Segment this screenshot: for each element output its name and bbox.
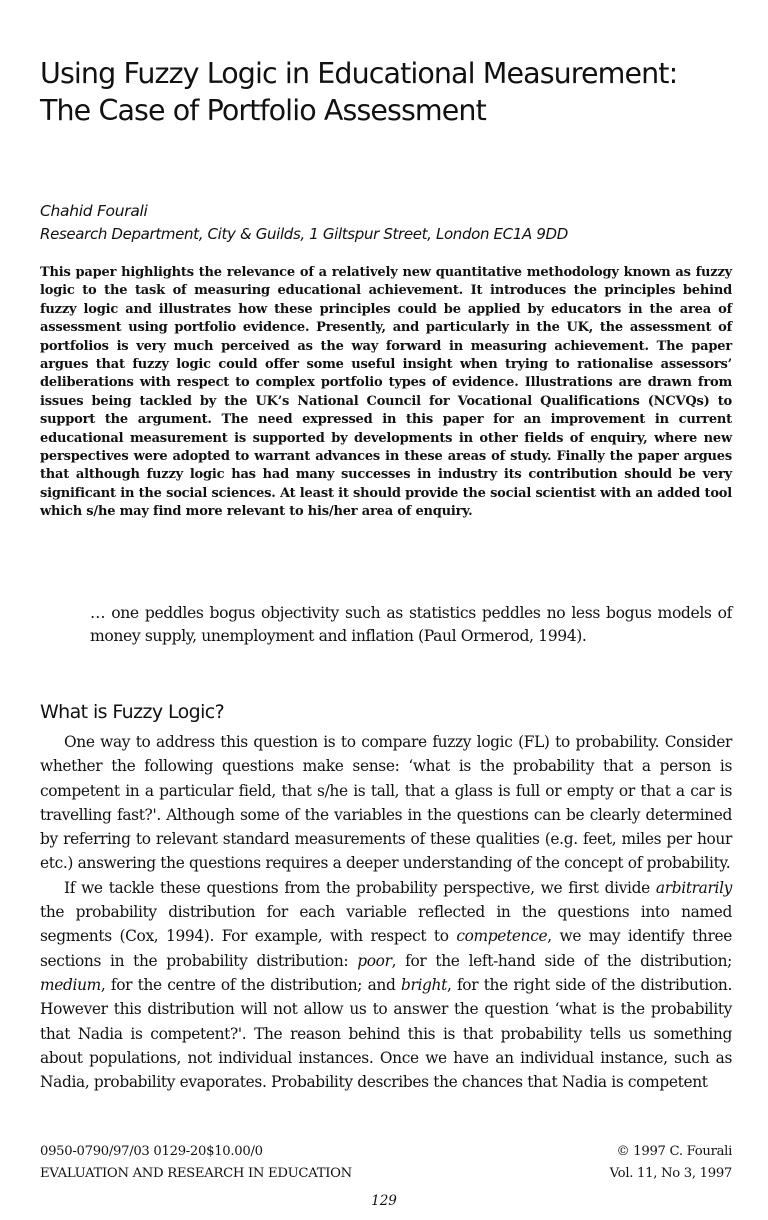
footer-copyright: © 1997 C. Fourali [616,1144,732,1159]
footer-journal: EVALUATION AND RESEARCH IN EDUCATION [40,1166,352,1181]
emphasis-medium: medium [40,975,101,994]
footer-code: 0950-0790/97/03 0129-20$10.00/0 [40,1144,263,1159]
author-name: Chahid Fourali [40,202,148,220]
emphasis-poor: poor [357,951,392,970]
footer-row-2 [40,1166,732,1181]
page-number: 129 [371,1193,397,1209]
epigraph-quote: … one peddles bogus objectivity such as statistics peddles no less bogus models of money supply, unemployment and inflation (Paul Ormerod, 1994). [90,604,732,646]
section-body [40,730,732,1094]
article-title: Using Fuzzy Logic in Educational Measurement: The Case of Portfolio Assessment [40,57,678,127]
section-heading: What is Fuzzy Logic? [40,701,225,723]
abstract: This paper highlights the relevance of a relatively new quantitative methodology known as fuzzy logic to the task of measuring educational achievement. It introduces the principles behind fuzzy logic and illustrates how these principles could be applied by educators in the area of assessment using portfolio evidence. Presently, and particularly in the UK, the assessment of portfolios is very much perceived as the way forward in measuring achievement. The paper argues that fuzzy logic could offer some useful insight when trying to rationalise assessors’ deliberations with respect to complex portfolio types of evidence. Illustrations are drawn from issues being tackled by the UK’s National Council for Vocational Qualifications (NCVQs) to support the argument. The need expressed in this paper for an improvement in current educational measurement is supported by developments in other fields of enquiry, where new perspectives were adopted to warrant advances in these areas of study. Finally the paper argues that although fuzzy logic has had many successes in industry its contribution should be very significant in the social sciences. At least it should provide the social scientist with an added tool which s/he may find more relevant to his/her area of enquiry. [40,265,732,520]
emphasis-bright: bright [400,975,447,994]
emphasis-competence: competence [456,927,548,946]
footer-volume: Vol. 11, No 3, 1997 [609,1166,732,1181]
paragraph-1: One way to address this question is to compare fuzzy logic (FL) to probability. Consider whether the following questions make sense: ‘what is the probability that a person is competent in a particular field, that s/he is tall, that a glass is full or empty or that a car is travelling fast?'. Although some of the variables in the questions can be clearly determined by referring to relevant standard measurements of these qualities (e.g. feet, miles per hour etc.) answering the questions requires a deeper understanding of the concept of probability. [40,733,732,873]
footer-row-1 [40,1144,732,1159]
paragraph-2: If we tackle these questions from the probability perspective, we first divide arbitrarily the probability distribution for each variable reflected in the questions into named segments (Cox, 1994). For example, with respect to competence, we may identify three sections in the probability distribution: poor, for the left-hand side of the distribution; medium, for the centre of the distribution; and bright, for the right side of the distribution. However this distribution will not allow us to answer the question ‘what is the probability that Nadia is competent?'. The reason behind this is that probability tells us something about populations, not individual instances. Once we have an individual instance, such as Nadia, probability evaporates. Probability describes the chances that Nadia is competent [40,878,733,1092]
emphasis-arbitrarily: arbitrarily [655,878,732,897]
author-affiliation: Research Department, City & Guilds, 1 Giltspur Street, London EC1A 9DD [40,225,568,243]
